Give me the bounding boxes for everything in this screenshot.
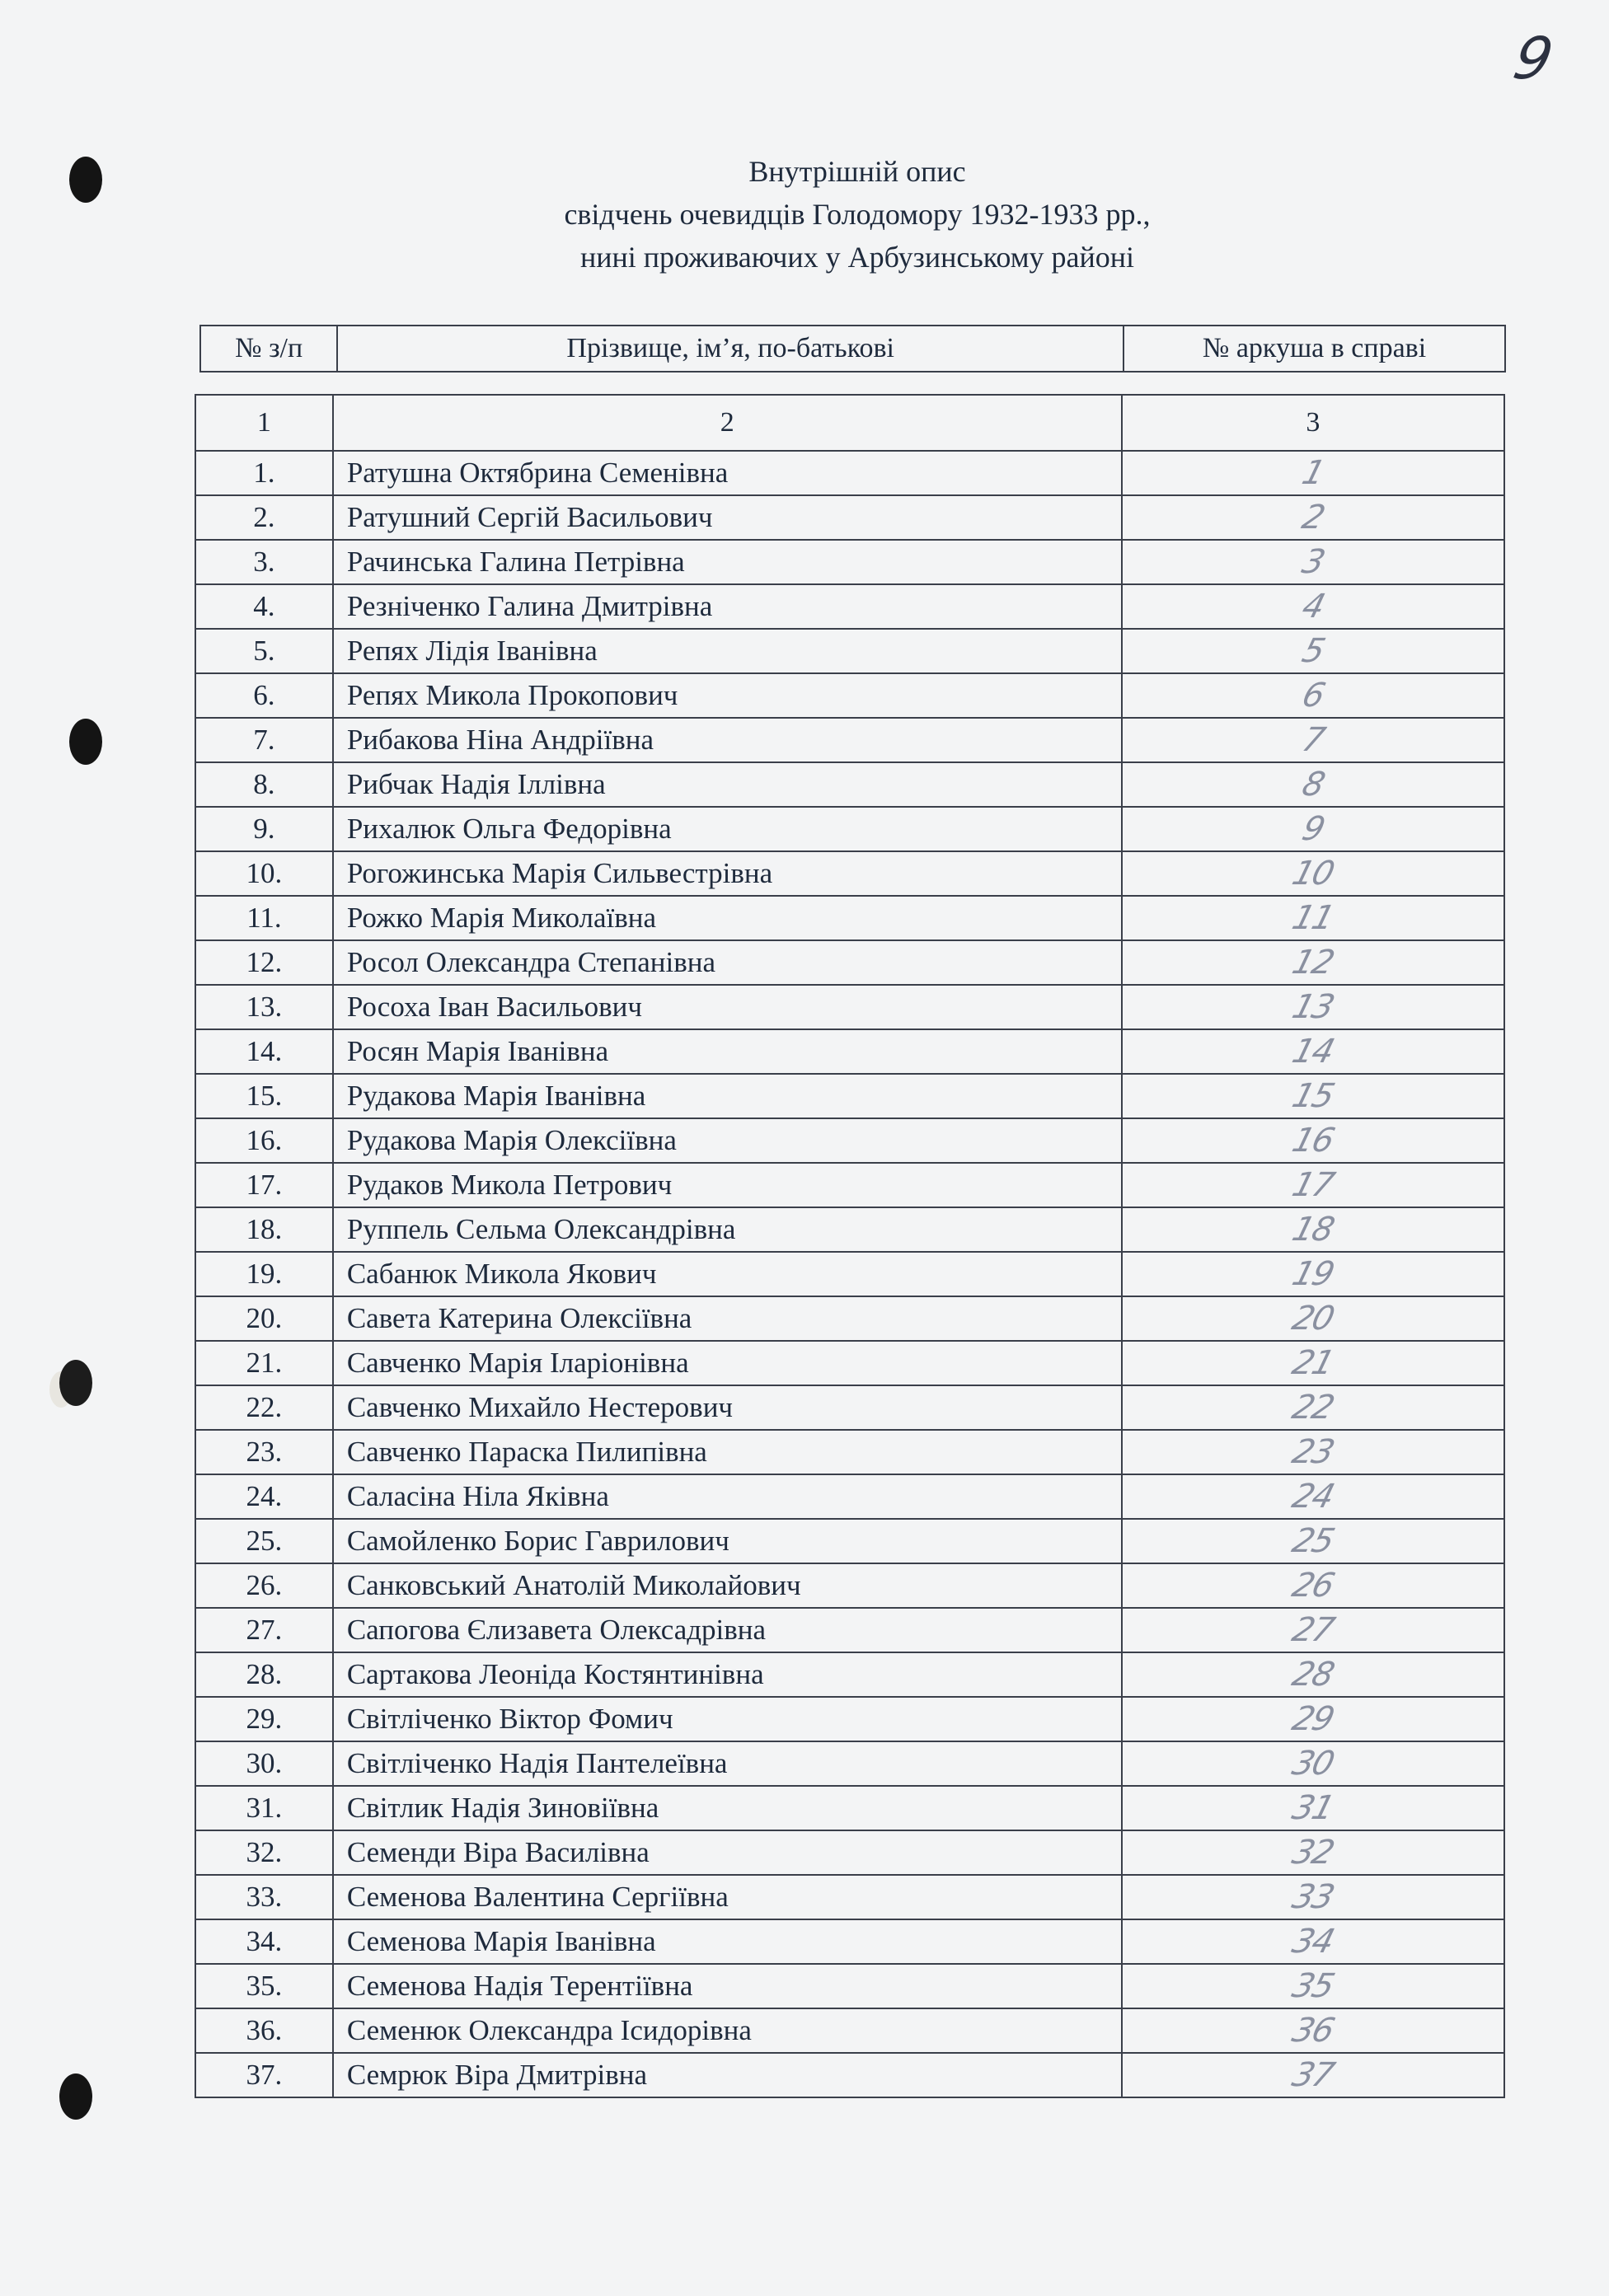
table-row xyxy=(195,1252,1504,1296)
row-number: 10. xyxy=(195,851,333,896)
table-row xyxy=(195,851,1504,896)
heading-line-3: нині проживаючих у Арбузинському районі xyxy=(579,241,1135,274)
sheet-number-cell xyxy=(1122,1074,1504,1118)
handwritten-sheet-number: 13 xyxy=(1288,988,1338,1026)
row-number: 13. xyxy=(195,985,333,1029)
sheet-number-cell xyxy=(1122,1786,1504,1830)
row-number: 32. xyxy=(195,1830,333,1875)
witness-name: Рудакова Марія Олексіївна xyxy=(333,1118,1122,1163)
row-number: 23. xyxy=(195,1430,333,1474)
witness-name: Семенюк Олександра Ісидорівна xyxy=(333,2008,1122,2053)
witness-name: Резніченко Галина Дмитрівна xyxy=(333,584,1122,629)
handwritten-sheet-number: 7 xyxy=(1297,721,1328,759)
witness-name: Сабанюк Микола Якович xyxy=(333,1252,1122,1296)
row-number: 25. xyxy=(195,1519,333,1563)
witness-table xyxy=(195,394,1505,2098)
handwritten-sheet-number: 23 xyxy=(1288,1433,1338,1471)
table-row xyxy=(195,1207,1504,1252)
punch-hole-icon xyxy=(69,719,102,765)
heading-line-2: свідчень очевидців Голодомору 1932-1933 рр., xyxy=(564,198,1151,231)
sheet-number-cell xyxy=(1122,1830,1504,1875)
sheet-number-cell xyxy=(1122,673,1504,718)
punch-hole-icon xyxy=(59,2073,92,2120)
witness-name: Росоха Іван Васильович xyxy=(333,985,1122,1029)
handwritten-sheet-number: 28 xyxy=(1288,1656,1338,1694)
row-number: 21. xyxy=(195,1341,333,1385)
table-row xyxy=(195,1074,1504,1118)
table-row xyxy=(195,807,1504,851)
handwritten-sheet-number: 12 xyxy=(1288,944,1338,982)
witness-name: Світліченко Віктор Фомич xyxy=(333,1697,1122,1741)
header-table xyxy=(199,325,1506,373)
table-row xyxy=(195,1741,1504,1786)
table-row xyxy=(195,1697,1504,1741)
witness-name: Савченко Марія Іларіонівна xyxy=(333,1341,1122,1385)
table-row xyxy=(195,1608,1504,1652)
sheet-number-cell xyxy=(1122,1919,1504,1964)
handwritten-sheet-number: 2 xyxy=(1297,499,1328,537)
witness-name: Сартакова Леоніда Костянтинівна xyxy=(333,1652,1122,1697)
handwritten-sheet-number: 10 xyxy=(1288,855,1338,893)
handwritten-sheet-number: 18 xyxy=(1288,1211,1338,1249)
handwritten-sheet-number: 17 xyxy=(1288,1166,1338,1204)
witness-name: Рихалюк Ольга Федорівна xyxy=(333,807,1122,851)
sheet-number-cell xyxy=(1122,1252,1504,1296)
table-row xyxy=(195,1652,1504,1697)
witness-name: Руппель Сельма Олександрівна xyxy=(333,1207,1122,1252)
witness-name: Семенова Валентина Сергіївна xyxy=(333,1875,1122,1919)
sheet-number-cell xyxy=(1122,1964,1504,2008)
sheet-number-cell xyxy=(1122,940,1504,985)
row-number: 16. xyxy=(195,1118,333,1163)
row-number: 27. xyxy=(195,1608,333,1652)
table-row xyxy=(195,1474,1504,1519)
sheet-number-cell xyxy=(1122,2053,1504,2097)
sheet-number-cell xyxy=(1122,1207,1504,1252)
sheet-number-cell xyxy=(1122,1608,1504,1652)
table-row xyxy=(195,1563,1504,1608)
handwritten-sheet-number: 37 xyxy=(1288,2056,1338,2094)
row-number: 37. xyxy=(195,2053,333,2097)
header-name: Прізвище, ім’я, по-батькові xyxy=(337,326,1123,372)
witness-name: Савченко Михайло Нестерович xyxy=(333,1385,1122,1430)
sheet-number-cell xyxy=(1122,540,1504,584)
table-row xyxy=(195,2053,1504,2097)
witness-name: Росян Марія Іванівна xyxy=(333,1029,1122,1074)
row-number: 24. xyxy=(195,1474,333,1519)
witness-name: Семрюк Віра Дмитрівна xyxy=(333,2053,1122,2097)
handwritten-sheet-number: 36 xyxy=(1288,2012,1338,2050)
sheet-number-cell xyxy=(1122,1029,1504,1074)
table-row xyxy=(195,1029,1504,1074)
witness-name: Семенди Віра Василівна xyxy=(333,1830,1122,1875)
handwritten-sheet-number: 4 xyxy=(1297,588,1328,626)
handwritten-sheet-number: 11 xyxy=(1288,899,1338,937)
table-row xyxy=(195,1163,1504,1207)
column-number-3: 3 xyxy=(1122,395,1504,451)
table-row xyxy=(195,718,1504,762)
witness-name: Саласіна Ніла Яківна xyxy=(333,1474,1122,1519)
row-number: 29. xyxy=(195,1697,333,1741)
sheet-number-cell xyxy=(1122,1519,1504,1563)
witness-name: Рибакова Ніна Андріївна xyxy=(333,718,1122,762)
header-sheet: № аркуша в справі xyxy=(1123,326,1505,372)
witness-name: Рудакова Марія Іванівна xyxy=(333,1074,1122,1118)
handwritten-sheet-number: 6 xyxy=(1297,677,1328,715)
row-number: 17. xyxy=(195,1163,333,1207)
row-number: 1. xyxy=(195,451,333,495)
row-number: 9. xyxy=(195,807,333,851)
sheet-number-cell xyxy=(1122,1430,1504,1474)
handwritten-sheet-number: 24 xyxy=(1288,1478,1338,1516)
row-number: 11. xyxy=(195,896,333,940)
sheet-number-cell xyxy=(1122,1697,1504,1741)
handwritten-sheet-number: 33 xyxy=(1288,1878,1338,1916)
sheet-number-cell xyxy=(1122,718,1504,762)
handwritten-sheet-number: 9 xyxy=(1297,810,1328,848)
witness-name: Репях Лідія Іванівна xyxy=(333,629,1122,673)
table-row xyxy=(195,1519,1504,1563)
handwritten-sheet-number: 14 xyxy=(1288,1033,1338,1071)
table-row xyxy=(195,584,1504,629)
witness-name: Семенова Марія Іванівна xyxy=(333,1919,1122,1964)
row-number: 7. xyxy=(195,718,333,762)
sheet-number-cell xyxy=(1122,495,1504,540)
table-row xyxy=(195,1875,1504,1919)
sheet-number-cell xyxy=(1122,1741,1504,1786)
row-number: 28. xyxy=(195,1652,333,1697)
row-number: 22. xyxy=(195,1385,333,1430)
row-number: 30. xyxy=(195,1741,333,1786)
row-number: 20. xyxy=(195,1296,333,1341)
witness-name: Семенова Надія Терентіївна xyxy=(333,1964,1122,2008)
handwritten-sheet-number: 1 xyxy=(1297,454,1328,492)
row-number: 3. xyxy=(195,540,333,584)
table-row xyxy=(195,1430,1504,1474)
sheet-number-cell xyxy=(1122,1118,1504,1163)
table-row xyxy=(195,495,1504,540)
sheet-number-cell xyxy=(1122,985,1504,1029)
row-number: 4. xyxy=(195,584,333,629)
table-row xyxy=(195,2008,1504,2053)
row-number: 31. xyxy=(195,1786,333,1830)
sheet-number-cell xyxy=(1122,1652,1504,1697)
handwritten-sheet-number: 21 xyxy=(1288,1344,1338,1382)
row-number: 2. xyxy=(195,495,333,540)
handwritten-sheet-number: 25 xyxy=(1288,1522,1338,1560)
sheet-number-cell xyxy=(1122,584,1504,629)
table-row xyxy=(195,1341,1504,1385)
row-number: 36. xyxy=(195,2008,333,2053)
sheet-number-cell xyxy=(1122,629,1504,673)
sheet-number-cell xyxy=(1122,851,1504,896)
torn-punch-hole-icon xyxy=(59,1360,92,1406)
handwritten-sheet-number: 20 xyxy=(1288,1300,1338,1338)
sheet-number-cell xyxy=(1122,451,1504,495)
witness-name: Рожко Марія Миколаївна xyxy=(333,896,1122,940)
handwritten-sheet-number: 35 xyxy=(1288,1967,1338,2005)
sheet-number-cell xyxy=(1122,1875,1504,1919)
handwritten-sheet-number: 5 xyxy=(1297,632,1328,670)
document-heading xyxy=(0,150,1609,279)
table-row xyxy=(195,673,1504,718)
row-number: 6. xyxy=(195,673,333,718)
witness-name: Росол Олександра Степанівна xyxy=(333,940,1122,985)
handwritten-sheet-number: 8 xyxy=(1297,766,1328,804)
witness-name: Санковський Анатолій Миколайович xyxy=(333,1563,1122,1608)
sheet-number-cell xyxy=(1122,1163,1504,1207)
table-row xyxy=(195,1385,1504,1430)
table-row xyxy=(195,940,1504,985)
row-number: 5. xyxy=(195,629,333,673)
handwritten-sheet-number: 27 xyxy=(1288,1611,1338,1649)
table-row xyxy=(195,1118,1504,1163)
sheet-number-cell xyxy=(1122,807,1504,851)
table-row xyxy=(195,540,1504,584)
table-row xyxy=(195,629,1504,673)
sheet-number-cell xyxy=(1122,1341,1504,1385)
table-row xyxy=(195,1919,1504,1964)
witness-name: Світлик Надія Зиновіївна xyxy=(333,1786,1122,1830)
witness-name: Ратушна Октябрина Семенівна xyxy=(333,451,1122,495)
handwritten-sheet-number: 16 xyxy=(1288,1122,1338,1160)
table-row xyxy=(195,985,1504,1029)
handwritten-sheet-number: 3 xyxy=(1297,543,1328,581)
row-number: 34. xyxy=(195,1919,333,1964)
table-row xyxy=(195,451,1504,495)
table-row xyxy=(195,1964,1504,2008)
sheet-number-cell xyxy=(1122,762,1504,807)
witness-name: Світліченко Надія Пантелеївна xyxy=(333,1741,1122,1786)
sheet-number-cell xyxy=(1122,1296,1504,1341)
column-number-2: 2 xyxy=(333,395,1122,451)
column-number-1: 1 xyxy=(195,395,333,451)
row-number: 33. xyxy=(195,1875,333,1919)
sheet-number-cell xyxy=(1122,1474,1504,1519)
row-number: 8. xyxy=(195,762,333,807)
handwritten-sheet-number: 15 xyxy=(1288,1077,1338,1115)
witness-name: Ратушний Сергій Васильович xyxy=(333,495,1122,540)
witness-name: Рибчак Надія Іллівна xyxy=(333,762,1122,807)
table-row xyxy=(195,1296,1504,1341)
handwritten-sheet-number: 19 xyxy=(1288,1255,1338,1293)
witness-table-body xyxy=(195,395,1504,2097)
table-row xyxy=(195,896,1504,940)
header-row xyxy=(200,326,1505,372)
witness-name: Рачинська Галина Петрівна xyxy=(333,540,1122,584)
row-number: 12. xyxy=(195,940,333,985)
handwritten-page-number: 9 xyxy=(1508,25,1560,92)
witness-name: Савченко Параска Пилипівна xyxy=(333,1430,1122,1474)
witness-name: Самойленко Борис Гаврилович xyxy=(333,1519,1122,1563)
handwritten-sheet-number: 34 xyxy=(1288,1923,1338,1961)
witness-name: Рудаков Микола Петрович xyxy=(333,1163,1122,1207)
sheet-number-cell xyxy=(1122,1385,1504,1430)
column-number-row xyxy=(195,395,1504,451)
table-row xyxy=(195,1786,1504,1830)
witness-name: Рогожинська Марія Сильвестрівна xyxy=(333,851,1122,896)
table-row xyxy=(195,1830,1504,1875)
handwritten-sheet-number: 26 xyxy=(1288,1567,1338,1605)
heading-line-1: Внутрішній опис xyxy=(748,155,966,188)
header-number: № з/п xyxy=(200,326,337,372)
row-number: 18. xyxy=(195,1207,333,1252)
row-number: 14. xyxy=(195,1029,333,1074)
handwritten-sheet-number: 22 xyxy=(1288,1389,1338,1427)
sheet-number-cell xyxy=(1122,1563,1504,1608)
sheet-number-cell xyxy=(1122,2008,1504,2053)
row-number: 15. xyxy=(195,1074,333,1118)
witness-name: Сапогова Єлизавета Олексадрівна xyxy=(333,1608,1122,1652)
witness-name: Репях Микола Прокопович xyxy=(333,673,1122,718)
witness-name: Савета Катерина Олексіївна xyxy=(333,1296,1122,1341)
sheet-number-cell xyxy=(1122,896,1504,940)
table-row xyxy=(195,762,1504,807)
handwritten-sheet-number: 29 xyxy=(1288,1700,1338,1738)
handwritten-sheet-number: 31 xyxy=(1288,1789,1338,1827)
row-number: 26. xyxy=(195,1563,333,1608)
handwritten-sheet-number: 30 xyxy=(1288,1745,1338,1783)
row-number: 19. xyxy=(195,1252,333,1296)
row-number: 35. xyxy=(195,1964,333,2008)
handwritten-sheet-number: 32 xyxy=(1288,1834,1338,1872)
